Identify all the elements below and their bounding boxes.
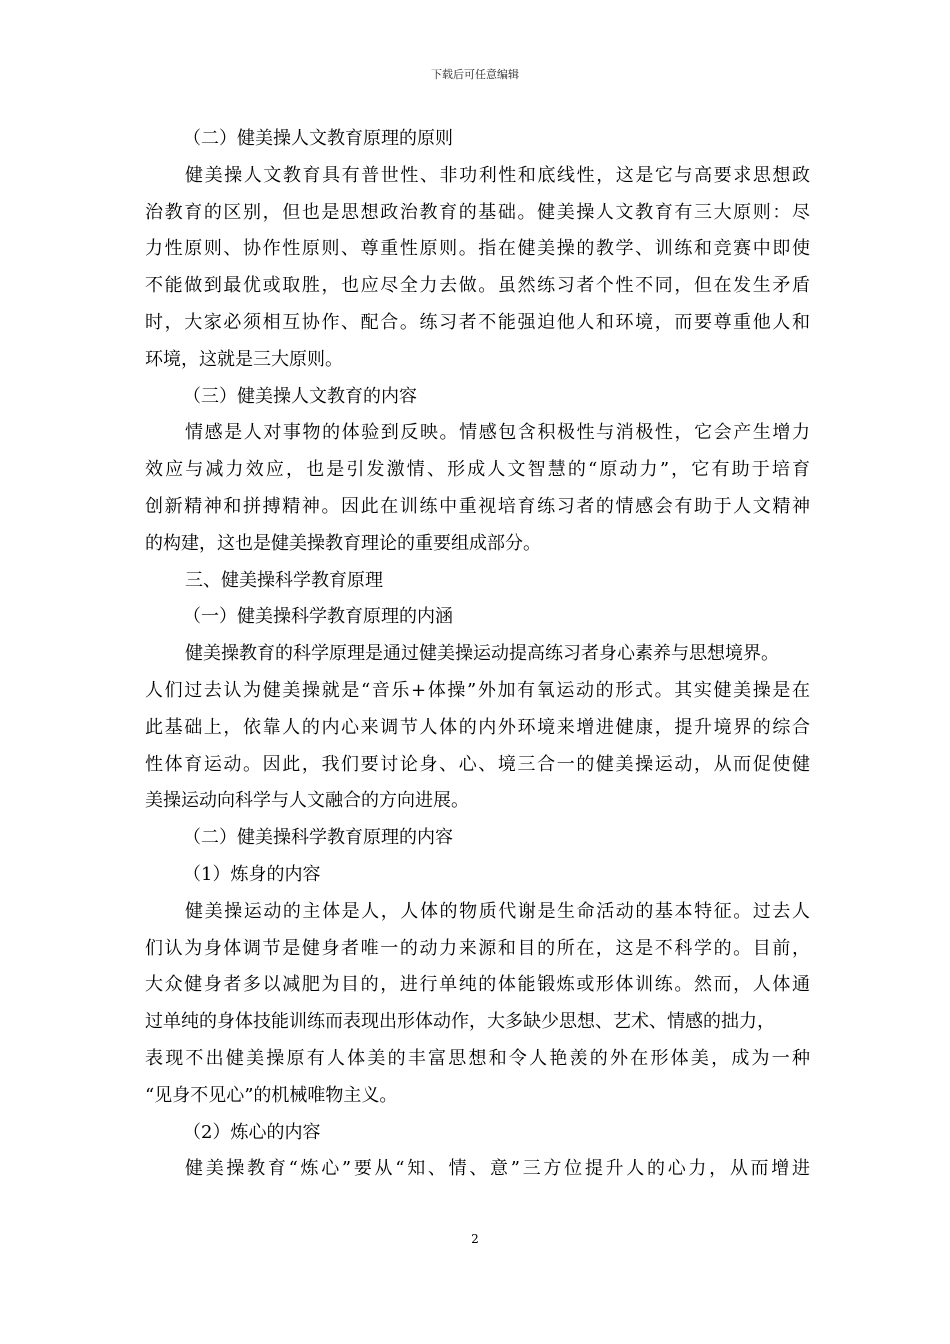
paragraph-line: 时，大家必须相互协作、配合。练习者不能强迫他人和环境，而要尊重他人和 — [145, 311, 810, 333]
paragraph-line: 们认为身体调节是健身者唯一的动力来源和目的所在，这是不科学的。目前， — [145, 937, 810, 959]
section-heading: （三）健美操人文教育的内容 — [183, 385, 417, 407]
paragraph-line: 表现不出健美操原有人体美的丰富思想和令人艳羡的外在形体美，成为一种 — [145, 1047, 810, 1069]
paragraph-line: 人们过去认为健美操就是“音乐+体操”外加有氧运动的形式。其实健美操是在 — [145, 679, 810, 701]
section-heading: （二）健美操科学教育原理的内容 — [183, 827, 453, 849]
page-number: 2 — [471, 1232, 479, 1246]
paragraph-line: 性体育运动。因此，我们要讨论身、心、境三合一的健美操运动，从而促使健 — [145, 753, 810, 775]
page-header: 下载后可任意编辑 — [431, 68, 519, 81]
paragraph-line: 的构建，这也是健美操教育理论的重要组成部分。 — [145, 532, 541, 554]
paragraph-line: 此基础上，依靠人的内心来调节人体的内外环境来增进健康，提升境界的综合 — [145, 716, 810, 738]
paragraph-line: 创新精神和拼搏精神。因此在训练中重视培育练习者的情感会有助于人文精神 — [145, 495, 810, 517]
chapter-heading: 三、健美操科学教育原理 — [185, 569, 383, 591]
document-body — [145, 121, 810, 1188]
paragraph-line: 健美操人文教育具有普世性、非功利性和底线性，这是它与高要求思想政 — [185, 164, 810, 186]
paragraph-line: 情感是人对事物的体验到反映。情感包含积极性与消极性，它会产生增力 — [185, 422, 810, 444]
paragraph-line: 健美操教育的科学原理是通过健美操运动提高练习者身心素养与思想境界。 — [185, 643, 779, 665]
paragraph-line: 力性原则、协作性原则、尊重性原则。指在健美操的教学、训练和竞赛中即使 — [145, 238, 810, 260]
section-heading: （二）健美操人文教育原理的原则 — [183, 128, 453, 149]
paragraph-line: 美操运动向科学与人文融合的方向进展。 — [145, 790, 469, 812]
paragraph-line: 过单纯的身体技能训练而表现出形体动作，大多缺少思想、艺术、情感的拙力， — [145, 1011, 775, 1033]
paragraph-line: “见身不见心”的机械唯物主义。 — [145, 1084, 398, 1106]
section-heading: （一）健美操科学教育原理的内涵 — [183, 606, 453, 628]
paragraph-line: 环境，这就是三大原则。 — [145, 348, 343, 370]
paragraph-line: 不能做到最优或取胜，也应尽全力去做。虽然练习者个性不同，但在发生矛盾 — [145, 275, 810, 297]
paragraph-line: 健美操运动的主体是人，人体的物质代谢是生命活动的基本特征。过去人 — [185, 900, 810, 922]
paragraph-line: 大众健身者多以减肥为目的，进行单纯的体能锻炼或形体训练。然而，人体通 — [145, 974, 810, 996]
paragraph-line: 健美操教育“炼心”要从“知、情、意”三方位提升人的心力，从而增进 — [185, 1158, 810, 1180]
paragraph-line: 效应与减力效应，也是引发激情、形成人文智慧的“原动力”，它有助于培育 — [145, 459, 810, 481]
subsection-heading: （1）炼身的内容 — [183, 863, 321, 885]
paragraph-line: 治教育的区别，但也是思想政治教育的基础。健美操人文教育有三大原则：尽 — [145, 201, 810, 223]
subsection-heading: （2）炼心的内容 — [183, 1121, 321, 1143]
